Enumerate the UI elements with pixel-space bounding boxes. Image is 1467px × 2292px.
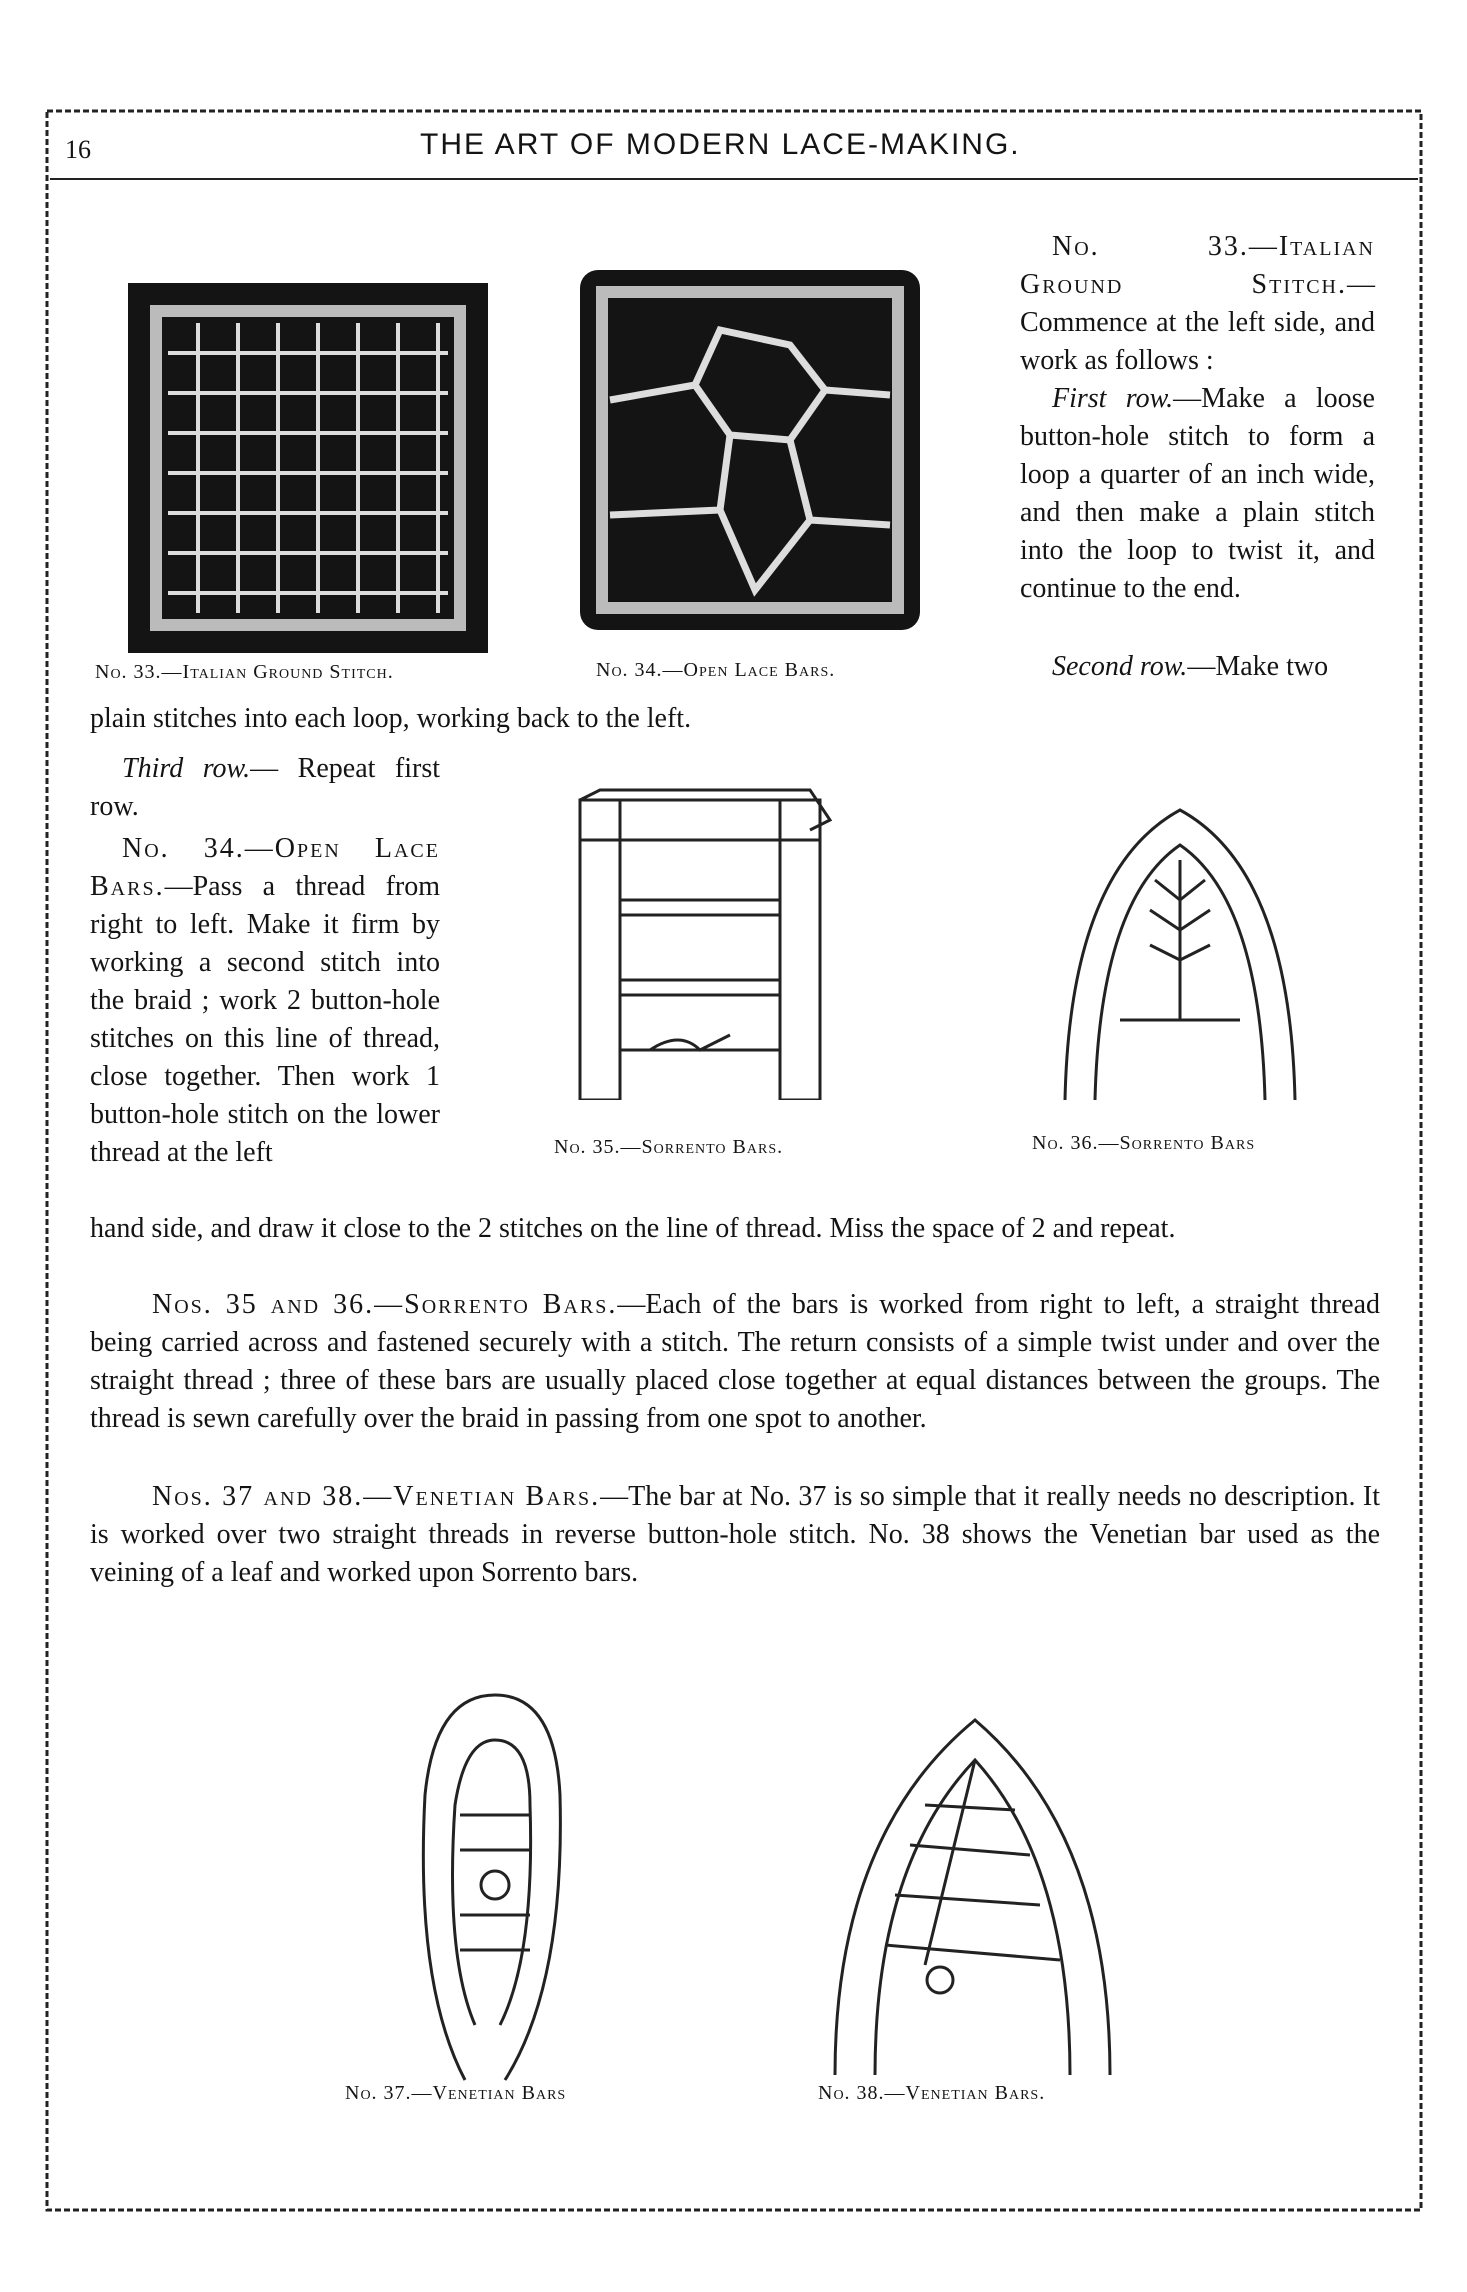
- label-first-row: First row.: [1052, 383, 1174, 414]
- paragraph-open-lace-bars: [90, 830, 440, 1172]
- paragraph-italian-ground-stitch: [1020, 228, 1375, 380]
- caption-fig-37: No. 37.—Venetian Bars: [345, 2082, 567, 2104]
- text-venetian-bars: —The bar at No. 37 is so simple that it really needs no description. It is worked over two straight threads in reverse button-hole stitch. No. 38 shows the Venetian bar used as the veining of a leaf and worked upon Sorrento bars.: [90, 1481, 1381, 1588]
- text-open-lace-bars: —Pass a thread from right to left. Make it firm by working a second stitch into the braid ; work 2 button-hole stitches on this line of thread, close together. Then work 1 button-hole stitch on the lower thread at the left: [90, 871, 440, 1168]
- heading-venetian-bars: Nos. 37 and 38.—Venetian Bars.: [152, 1481, 601, 1512]
- paragraph-second-row-continued: plain stitches into each loop, working back to the left.: [90, 703, 692, 734]
- text-first-row: —Make a loose button-hole stitch to form a loop a quarter of an inch wide, and then make a plain stitch into the loop to twist it, and continue to the end.: [1020, 383, 1375, 604]
- paragraph-first-row: [1020, 380, 1375, 608]
- paragraph-sorrento-bars: [90, 1286, 1380, 1438]
- heading-open-lace-bars: No. 34.—Open Lace Bars.: [90, 833, 440, 902]
- running-title: THE ART OF MODERN LACE-MAKING.: [420, 128, 1021, 161]
- caption-fig-34: No. 34.—Open Lace Bars.: [596, 659, 836, 681]
- text-third-row: — Repeat first row.: [90, 753, 441, 822]
- text-sorrento-bars: —Each of the bars is worked from right to left, a straight thread being carried across and fastened securely with a stitch. The return consists of a simple twist under and over the straight thread ; three of these bars are usually placed close together at equal distances between the groups. The thread is sewn carefully over the braid in passing from one spot to another.: [90, 1289, 1380, 1434]
- paragraph-venetian-bars: [90, 1478, 1380, 1592]
- paragraph-open-lace-bars-continued: hand side, and draw it close to the 2 stitches on the line of thread. Miss the space of 2 and repeat.: [90, 1213, 1176, 1244]
- figure-35-sorrento-bars: [570, 780, 840, 1100]
- caption-fig-35: No. 35.—Sorrento Bars.: [554, 1136, 784, 1158]
- label-second-row: Second row.: [1052, 651, 1188, 682]
- heading-italian-ground-stitch: No. 33.—Italian Ground Stitch.: [1020, 231, 1375, 300]
- figure-37-venetian-bars: [405, 1685, 575, 2085]
- header-rule: [50, 178, 1418, 180]
- figure-38-venetian-bars-arch: [825, 1715, 1115, 2080]
- caption-fig-33: No. 33.—Italian Ground Stitch.: [95, 661, 394, 683]
- heading-sorrento-bars: Nos. 35 and 36.—Sorrento Bars.: [152, 1289, 618, 1320]
- label-third-row: Third row.: [122, 753, 251, 784]
- paragraph-third-row: [90, 750, 440, 826]
- figure-33-italian-ground-stitch: [128, 283, 488, 653]
- paragraph-second-row: [1020, 648, 1375, 686]
- page-number: 16: [65, 135, 91, 164]
- text-second-row: —Make two: [1187, 651, 1329, 682]
- figure-36-sorrento-bars-arch: [1050, 800, 1310, 1110]
- caption-fig-36: No. 36.—Sorrento Bars: [1032, 1132, 1256, 1154]
- text-italian-ground-stitch: —Commence at the left side, and work as follows :: [1020, 269, 1375, 376]
- caption-fig-38: No. 38.—Venetian Bars.: [818, 2082, 1046, 2104]
- figure-34-open-lace-bars: [580, 270, 920, 630]
